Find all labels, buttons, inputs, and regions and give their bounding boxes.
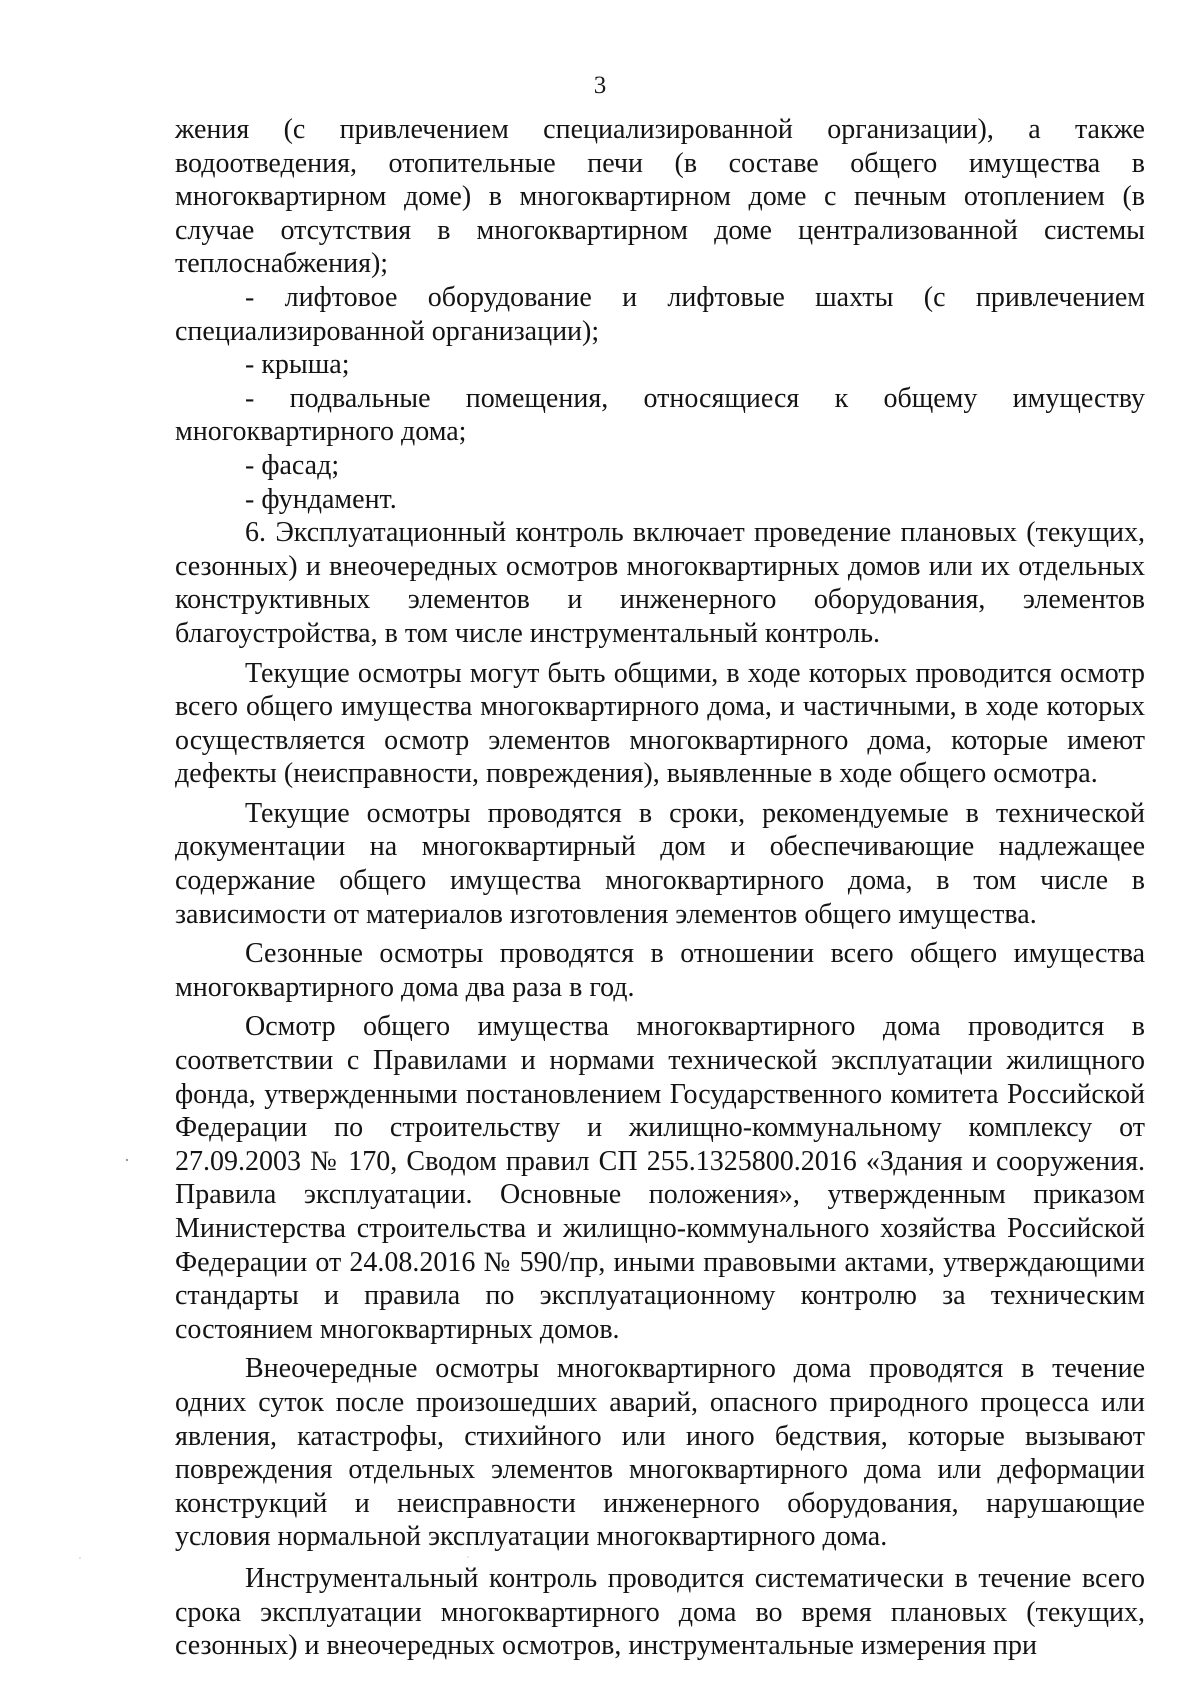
paragraph-seasonal-inspections: Сезонные осмотры проводятся в отношении всего общего имущества многоквартирного дома два раза в год. — [175, 938, 1145, 1003]
scan-speck — [79, 1557, 81, 1559]
paragraph-water-disposal-heating: жения (с привлечением специализированной организации), а также водоотведения, отопительные печи (в составе общего имущества в многоквартирном доме) в многоквартирном доме с печным отоплением (в случае отсутствия в многоквартирном доме централизованной системы теплоснабжения); — [175, 114, 1145, 280]
scan-speck — [126, 1159, 128, 1161]
paragraph-section-6: 6. Эксплуатационный контроль включает проведение плановых (текущих, сезонных) и внеочередных осмотров многоквартирных домов или их отдельных конструктивных элементов и инженерного оборудования, элементов благоустройства, в том числе инструментальный контроль. — [175, 517, 1145, 649]
paragraph-current-inspections: Текущие осмотры могут быть общими, в ходе которых проводится осмотр всего общего имущества многоквартирного дома, и частичными, в ходе которых осуществляется осмотр элементов многоквартирного дома, которые имеют дефекты (неисправности, повреждения), выявленные в ходе общего осмотра. — [175, 657, 1145, 790]
list-item-foundation: - фундамент. — [245, 483, 397, 515]
paragraph-inspection-rules: Осмотр общего имущества многоквартирного дома проводится в соответствии с Правилами и нормами технической эксплуатации жилищного фонда, утвержденными постановлением Государственного комитета Российской Федерации по строительству и жилищно-коммунальному комплексу от 27.09.2003 № 170, Сводом правил СП 255.1325800.2016 «Здания и сооружения. Правила эксплуатации. Основные положения», утвержденным приказом Министерства строительства и жилищно-коммунального хозяйства Российской Федерации от 24.08.2016 № 590/пр, иными правовыми актами, утверждающими стандарты и правила по эксплуатационному контролю за техническим состоянием многоквартирных домов. — [175, 1011, 1145, 1345]
paragraph-inspection-terms: Текущие осмотры проводятся в сроки, рекомендуемые в технической документации на многоквартирный дом и обеспечивающие надлежащее содержание общего имущества многоквартирного дома, в том числе в зависимости от материалов изготовления элементов общего имущества. — [175, 797, 1145, 930]
list-item-basement: - подвальные помещения, относящиеся к общему имуществу многоквартирного дома; — [175, 382, 1145, 448]
paragraph-instrumental-control: Инструментальный контроль проводится систематически в течение всего срока эксплуатации многоквартирного дома во время плановых (текущих, сезонных) и внеочередных осмотров, инструментальные измерения при — [175, 1562, 1145, 1662]
list-item-elevator-equipment: - лифтовое оборудование и лифтовые шахты (с привлечением специализированной организации); — [175, 281, 1145, 347]
document-body — [175, 113, 1145, 1663]
page-number: 3 — [593, 72, 607, 99]
paragraph-extraordinary-inspections: Внеочередные осмотры многоквартирного дома проводятся в течение одних суток после произошедших аварий, опасного природного процесса или явления, катастрофы, стихийного или иного бедствия, которые вызывают повреждения отдельных элементов многоквартирного дома или деформации конструкций и неисправности инженерного оборудования, нарушающие условия нормальной эксплуатации многоквартирного дома. — [175, 1353, 1145, 1553]
list-item-roof: - крыша; — [245, 349, 350, 381]
list-item-facade: - фасад; — [245, 449, 340, 481]
